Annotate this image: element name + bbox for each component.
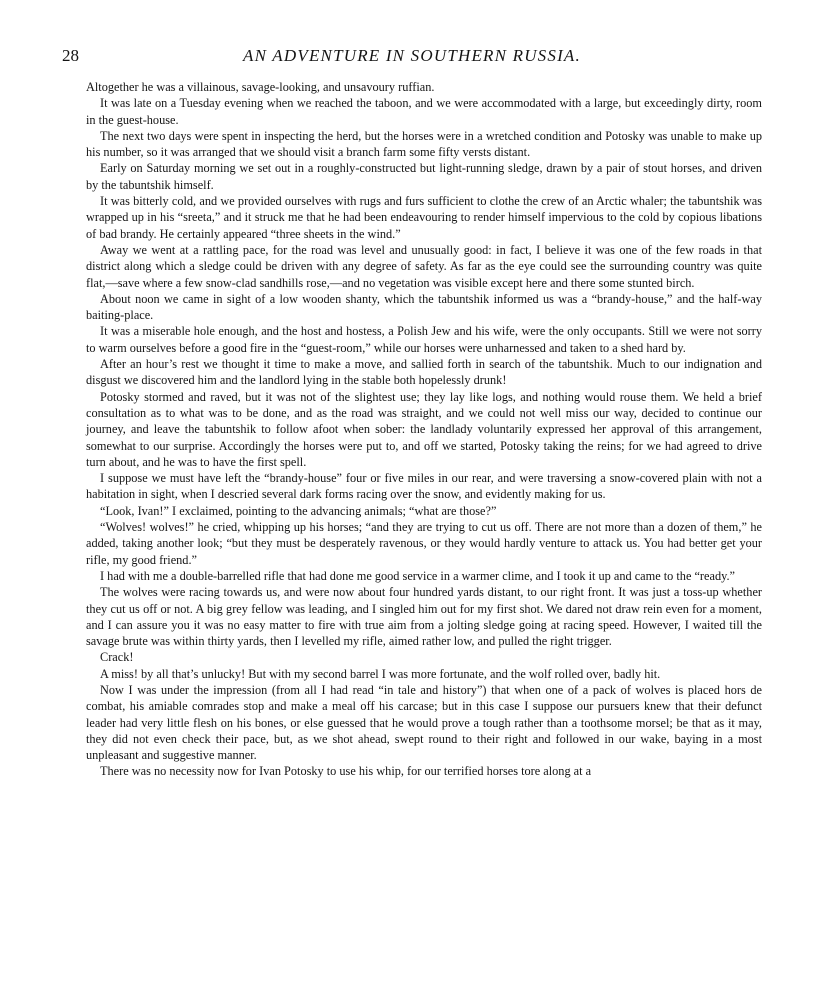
paragraph: About noon we came in sight of a low wooden shanty, which the tabuntshik informed us was a “brandy-house,” and the half-way baiting-place. (86, 291, 762, 323)
paragraph: Crack! (100, 650, 134, 665)
paragraph: I suppose we must have left the “brandy-house” four or five miles in our rear, and were traversing a snow-covered plain with not a habitation in sight, when I descried several dark forms racing over the snow, and evidently making for us. (86, 471, 762, 502)
paragraph: I had with me a double-barrelled rifle that had done me good service in a warmer clime, and I took it up and came to the “ready.” (100, 568, 735, 583)
page-header (62, 46, 762, 70)
page-number: 28 (62, 46, 79, 65)
paragraph: It was a miserable hole enough, and the host and hostess, a Polish Jew and his wife, were the only occupants. Still we were not sorry to warm ourselves before a good fire in the “guest-room,” while our horses were unharnessed and taken to a shed hard by. (86, 324, 762, 355)
paragraph: Potosky stormed and raved, but it was not of the slightest use; they lay like logs, and nothing would rouse them. We held a brief consultation as to what was to be done, and as the road was straight, and we could not well miss our way, decided to continue our journey, and leave the tabuntshik to follow afoot when sober: the landlady voluntarily expressed her approval of this arrangement, somewhat to our surprise. Accordingly the horses were put to, and off we started, Potosky taking the reins; for we had agreed to drive turn about, and he was to have the first spell. (86, 389, 762, 469)
paragraph: It was bitterly cold, and we provided ourselves with rugs and furs sufficient to clothe the crew of an Arctic whaler; the tabuntshik was wrapped up in his “sreeta,” and it struck me that he had been endeavouring to render himself impervious to the cold by copious libations of bad brandy. He certainly appeared “three sheets in the wind.” (86, 194, 762, 241)
paragraph: The next two days were spent in inspecting the herd, but the horses were in a wretched condition and Potosky was unable to make up his number, so it was arranged that we should visit a branch farm some fifty versts distant. (86, 128, 762, 160)
paragraph: Early on Saturday morning we set out in a roughly-constructed but light-running sledge, drawn by a pair of stout horses, and driven by the tabuntshik himself. (86, 161, 762, 192)
paragraph: The wolves were racing towards us, and were now about four hundred yards distant, to our right front. It was just a toss-up whether they cut us off or not. A big grey fellow was leading, and I singled him out for my first shot. We dared not draw rein even for a moment, and I can assure you it was no easy matter to fire with true aim from a jolting sledge going at racing speed. However, I waited till the savage brute was within thirty yards, then I levelled my rifle, aimed rather low, and pulled the right trigger. (86, 585, 762, 649)
body-text (86, 79, 762, 780)
paragraph: Now I was under the impression (from all I had read “in tale and history”) that when one of a pack of wolves is placed hors de combat, his amiable comrades stop and make a meal off his carcase; but in this case I suppose our pursuers knew that their defunct leader had very little flesh on his bones, or else guessed that he would prove a tough rather than a toothsome morsel; be that as it may, they did not even check their pace, but, as we shot ahead, swept round to their right and followed in our wake, baying in a most unpleasant and suggestive manner. (86, 682, 762, 763)
paragraph: After an hour’s rest we thought it time to make a move, and sallied forth in search of the tabuntshik. Much to our indignation and disgust we discovered him and the landlord lying in the stable both hopelessly drunk! (86, 357, 762, 388)
paragraph: It was late on a Tuesday evening when we reached the taboon, and we were accommodated with a large, but exceedingly dirty, room in the guest-house. (86, 96, 762, 127)
paragraph: A miss! by all that’s unlucky! But with my second barrel I was more fortunate, and the wolf rolled over, badly hit. (100, 666, 661, 681)
running-title: AN ADVENTURE IN SOUTHERN RUSSIA. (243, 46, 581, 65)
paragraph: Away we went at a rattling pace, for the road was level and unusually good: in fact, I believe it was one of the few roads in that district along which a sledge could be driven with any degree of safety. As far as the eye could see the surrounding country was quite flat,—save where a few snow-clad sandhills rose,—and no vegetation was visible except here and there some stunted birch. (86, 242, 762, 290)
paragraph: Altogether he was a villainous, savage-looking, and unsavoury ruffian. (86, 80, 435, 94)
paragraph: There was no necessity now for Ivan Potosky to use his whip, for our terrified horses tore along at a (100, 764, 592, 779)
paragraph: “Look, Ivan!” I exclaimed, pointing to the advancing animals; “what are those?” (100, 503, 497, 518)
paragraph: “Wolves! wolves!” he cried, whipping up his horses; “and they are trying to cut us off. There are not more than a dozen of them,” he added, taking another look; “but they must be desperately ravenous, or they would hardly venture to attack us. You had better get your rifle, my good friend.” (86, 520, 762, 567)
